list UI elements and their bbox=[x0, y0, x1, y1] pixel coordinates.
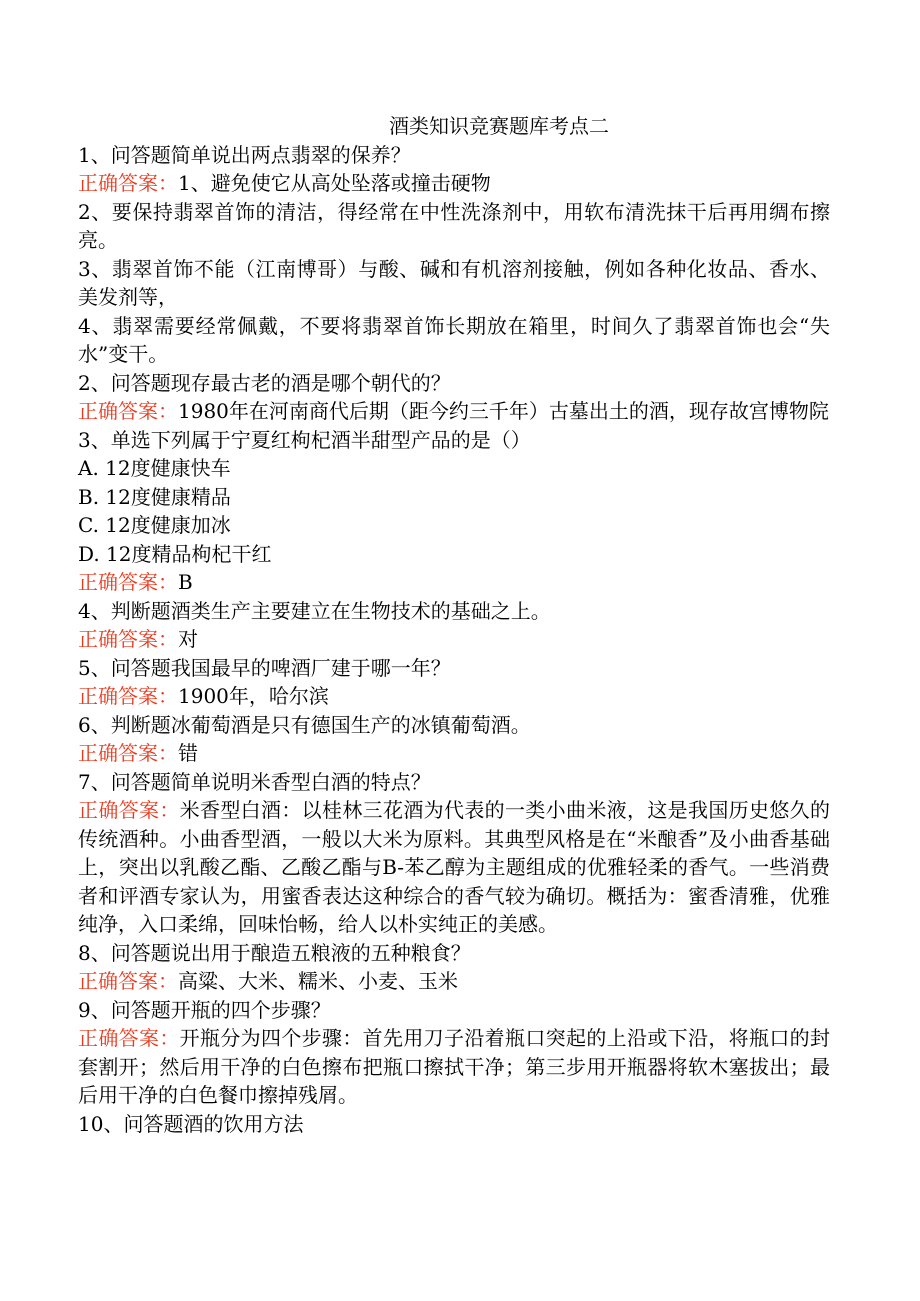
answer-line bbox=[78, 967, 830, 996]
question-line: 1、问答题简单说出两点翡翠的保养？ bbox=[78, 142, 411, 167]
answer-text: 开瓶分为四个步骤：首先用刀子沿着瓶口突起的上沿或下沿，将瓶口的封套割开；然后用干净的白色擦布把瓶口擦拭干净；第三步用开瓶器将软木塞拔出；最后用干净的白色餐巾擦掉残屑。 bbox=[78, 1026, 831, 1107]
answer-label: 正确答案： bbox=[78, 684, 178, 708]
question-line: 9、问答题开瓶的四个步骤？ bbox=[78, 997, 331, 1022]
answer-line bbox=[78, 568, 830, 597]
answer-paragraph: 3、翡翠首饰不能（江南博哥）与酸、碱和有机溶剂接触，例如各种化妆品、香水、美发剂等， bbox=[78, 256, 830, 309]
answer-text: 米香型白酒：以桂林三花酒为代表的一类小曲米液，这是我国历史悠久的传统酒种。小曲香型酒，一般以大米为原料。其典型风格是在“米酿香”及小曲香基础上，突出以乳酸乙酯、乙酸乙酯与B-苯乙醇为主题组成的优雅轻柔的香气。一些消费者和评酒专家认为，用蜜香表达这种综合的香气较为确切。概括为：蜜香清雅，优雅纯净，入口柔绵，回味怡畅，给人以朴实纯正的美感。 bbox=[78, 798, 831, 936]
answer-label: 正确答案： bbox=[78, 969, 178, 993]
answer-text: 高粱、大米、糯米、小麦、玉米 bbox=[178, 969, 458, 993]
answer-line bbox=[78, 397, 830, 426]
question-line: 8、问答题说出用于酿造五粮液的五种粮食？ bbox=[78, 940, 471, 965]
answer-label: 正确答案： bbox=[78, 627, 178, 651]
option-line: B. 12度健康精品 bbox=[78, 484, 231, 509]
document-title: 酒类知识竞赛题库考点二 bbox=[389, 114, 609, 138]
answer-label: 正确答案： bbox=[78, 399, 178, 423]
option-line: D. 12度精品枸杞干红 bbox=[78, 541, 272, 566]
document-body bbox=[78, 141, 830, 1139]
answer-line bbox=[78, 169, 830, 198]
answer-label: 正确答案： bbox=[78, 171, 178, 195]
answer-line bbox=[78, 796, 830, 939]
option-line: C. 12度健康加冰 bbox=[78, 513, 231, 537]
question-line: 2、问答题现存最古老的酒是哪个朝代的？ bbox=[78, 370, 451, 395]
answer-label: 正确答案： bbox=[78, 741, 178, 765]
option-line: A. 12度健康快车 bbox=[78, 456, 231, 480]
answer-paragraph: 4、翡翠需要经常佩戴，不要将翡翠首饰长期放在箱里，时间久了翡翠首饰也会“失水”变干。 bbox=[78, 313, 830, 366]
answer-text: 错 bbox=[178, 741, 198, 765]
answer-label: 正确答案： bbox=[78, 1026, 180, 1050]
answer-paragraph: 2、要保持翡翠首饰的清洁，得经常在中性洗涤剂中，用软布清洗抹干后再用绸布擦亮。 bbox=[78, 199, 830, 252]
document-page bbox=[78, 112, 830, 1138]
answer-text: 1900年，哈尔滨 bbox=[178, 684, 329, 708]
answer-line bbox=[78, 739, 830, 768]
question-line: 10、问答题酒的饮用方法 bbox=[78, 1111, 304, 1136]
question-line: 3、单选下列属于宁夏红枸杞酒半甜型产品的是（） bbox=[78, 427, 531, 452]
answer-label: 正确答案： bbox=[78, 570, 178, 594]
answer-text: 1、避免使它从高处坠落或撞击硬物 bbox=[178, 171, 491, 195]
answer-text: 对 bbox=[178, 627, 198, 651]
question-line: 6、判断题冰葡萄酒是只有德国生产的冰镇葡萄酒。 bbox=[78, 712, 531, 737]
answer-text: B bbox=[178, 570, 193, 594]
answer-label: 正确答案： bbox=[78, 798, 180, 822]
answer-line bbox=[78, 682, 830, 711]
answer-line bbox=[78, 1024, 830, 1110]
question-line: 7、问答题简单说明米香型白酒的特点？ bbox=[78, 769, 431, 794]
answer-text: 1980年在河南商代后期（距今约三千年）古墓出土的酒，现存故宫博物院 bbox=[178, 399, 829, 423]
question-line: 4、判断题酒类生产主要建立在生物技术的基础之上。 bbox=[78, 598, 551, 623]
answer-line bbox=[78, 625, 830, 654]
question-line: 5、问答题我国最早的啤酒厂建于哪一年？ bbox=[78, 655, 451, 680]
